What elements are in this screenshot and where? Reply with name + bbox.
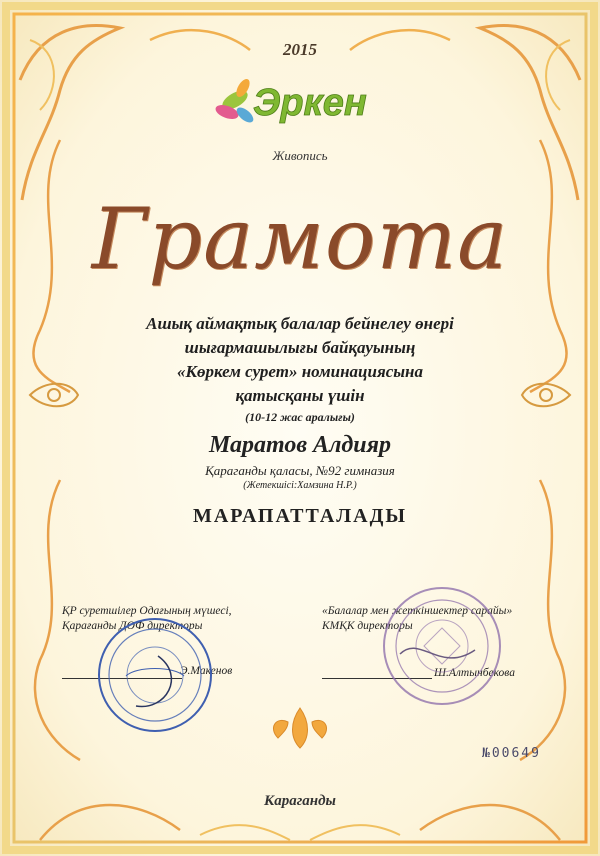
signature-left-line1: ҚР суретшілер Одағының мүшесі,: [62, 605, 232, 617]
age-group: (10-12 жас аралығы): [245, 410, 355, 424]
body-line-4: қатысқаны үшін: [235, 386, 365, 405]
award-text: МАРАПАТТАЛАДЫ: [192, 505, 408, 527]
serial-number: №00649: [482, 746, 541, 761]
certificate-title: Грамота: [91, 190, 509, 288]
left-stamp: [96, 616, 214, 734]
body-line-1: Ашық аймақтық балалар бейнелеу өнері: [146, 314, 454, 333]
logo-text: Эркен: [253, 82, 367, 124]
body-line-3: «Көркем сурет» номинациясына: [177, 362, 423, 381]
recipient-mentor: (Жетекшісі:Хамзина Н.Р.): [243, 480, 357, 491]
body-line-2: шығармашылығы байқауының: [184, 338, 416, 357]
signature-right-name: Ш.Алтынбекова: [434, 667, 515, 679]
genre-label: Живопись: [272, 148, 328, 163]
signature-right-line1: «Балалар мен жеткіншектер сарайы»: [322, 605, 513, 617]
recipient-name: Маратов Алдияр: [208, 432, 391, 458]
footer-city: Караганды: [264, 793, 336, 809]
signature-right-line2: КМҚК директоры: [322, 620, 413, 632]
signature-left-name: Э.Макенов: [180, 665, 233, 677]
right-stamp: [380, 584, 504, 708]
recipient-school: Қараганды қаласы, №92 гимназия: [205, 463, 395, 478]
erken-logo: [205, 60, 385, 140]
year: 2015: [283, 40, 317, 59]
signature-left-line2: Қарағанды ДОФ директоры: [62, 620, 203, 632]
